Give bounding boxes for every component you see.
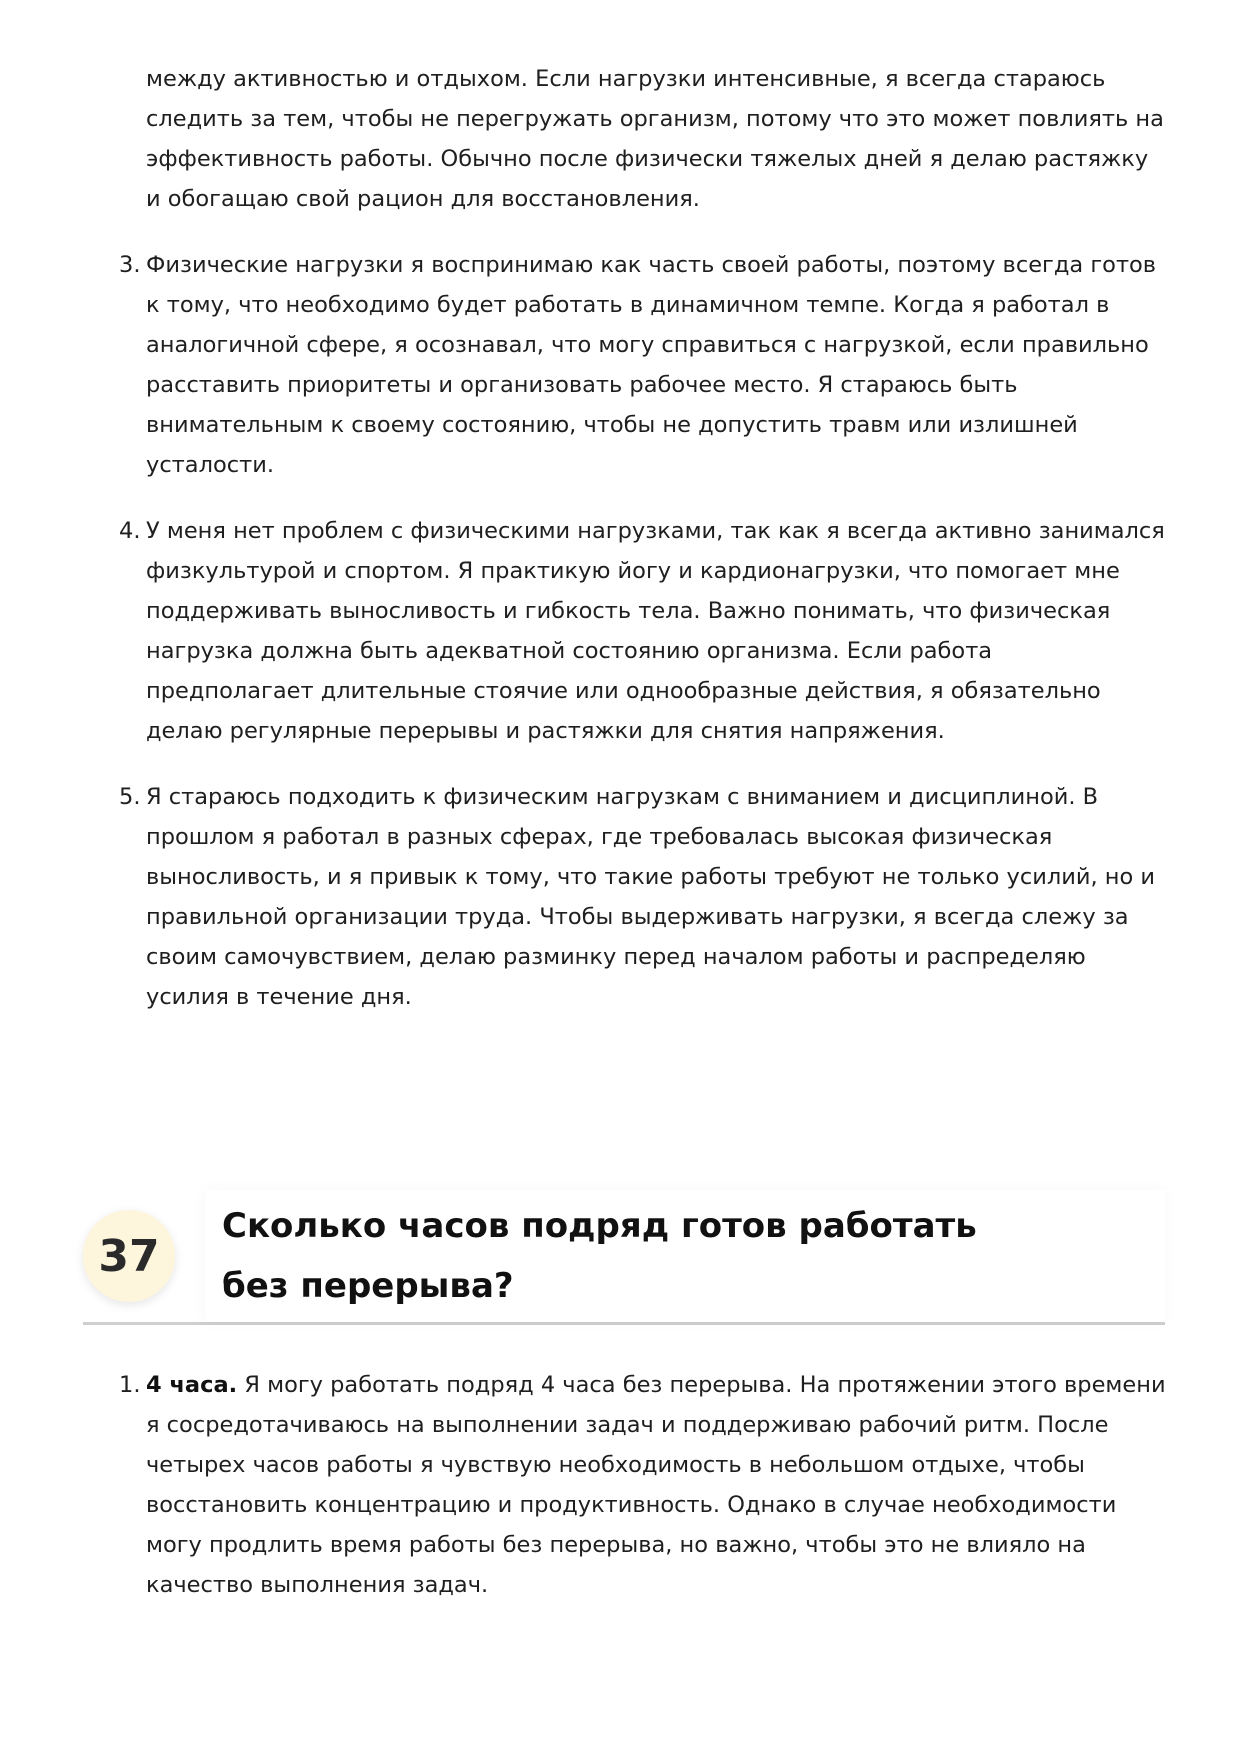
question-number-badge: 37 bbox=[83, 1210, 175, 1302]
list-item-3 bbox=[119, 245, 1166, 485]
list-item-text: между активностью и отдыхом. Если нагрузки интенсивные, я всегда стараюсь следить за тем, чтобы не перегружать организм, потому что это может повлиять на эффективность работы. Обычно после физически тяжелых дней я делаю растяжку и обогащаю свой рацион для восстановления. bbox=[146, 66, 1164, 212]
list-item-number: 3. bbox=[119, 252, 141, 278]
answer-bold-lead: 4 часа. bbox=[146, 1372, 238, 1398]
answer-item-1 bbox=[119, 1365, 1166, 1605]
list-item-number: 1. bbox=[119, 1372, 141, 1398]
list-item-text: Я стараюсь подходить к физическим нагрузкам с вниманием и дисциплиной. В прошлом я работал в разных сферах, где требовалась высокая физическая выносливость, и я привык к тому, что такие работы требуют не только усилий, но и правильной организации труда. Чтобы выдерживать нагрузки, я всегда слежу за своим самочувствием, делаю разминку перед началом работы и распределяю усилия в течение дня. bbox=[146, 784, 1155, 1010]
list-item-5 bbox=[119, 777, 1166, 1017]
list-item-number: 4. bbox=[119, 518, 141, 544]
list-item-number: 5. bbox=[119, 784, 141, 810]
list-item-4 bbox=[119, 511, 1166, 751]
list-item-continued bbox=[146, 59, 1166, 219]
list-item-text: У меня нет проблем с физическими нагрузками, так как я всегда активно занимался физкультурой и спортом. Я практикую йогу и кардионагрузки, что помогает мне поддерживать выносливость и гибкость тела. Важно понимать, что физическая нагрузка должна быть адекватной состоянию организма. Если работа предполагает длительные стоячие или однообразные действия, я обязательно делаю регулярные перерывы и растяжки для снятия напряжения. bbox=[146, 518, 1165, 744]
answer-body: Я могу работать подряд 4 часа без перерыва. На протяжении этого времени я сосредотачиваюсь на выполнении задач и поддерживаю рабочий ритм. После четырех часов работы я чувствую необходимость в небольшом отдыхе, чтобы восстановить концентрацию и продуктивность. Однако в случае необходимости могу продлить время работы без перерыва, но важно, чтобы это не влияло на качество выполнения задач. bbox=[146, 1372, 1166, 1598]
question-header bbox=[83, 1190, 1165, 1325]
list-item-text: Физические нагрузки я воспринимаю как часть своей работы, поэтому всегда готов к тому, что необходимо будет работать в динамичном темпе. Когда я работал в аналогичной сфере, я осознавал, что могу справиться с нагрузкой, если правильно расставить приоритеты и организовать рабочее место. Я стараюсь быть внимательным к своему состоянию, чтобы не допустить травм или излишней усталости. bbox=[146, 252, 1157, 478]
question-title: Сколько часов подряд готов работать без перерыва? bbox=[222, 1206, 977, 1306]
answer-text bbox=[146, 1372, 1166, 1598]
